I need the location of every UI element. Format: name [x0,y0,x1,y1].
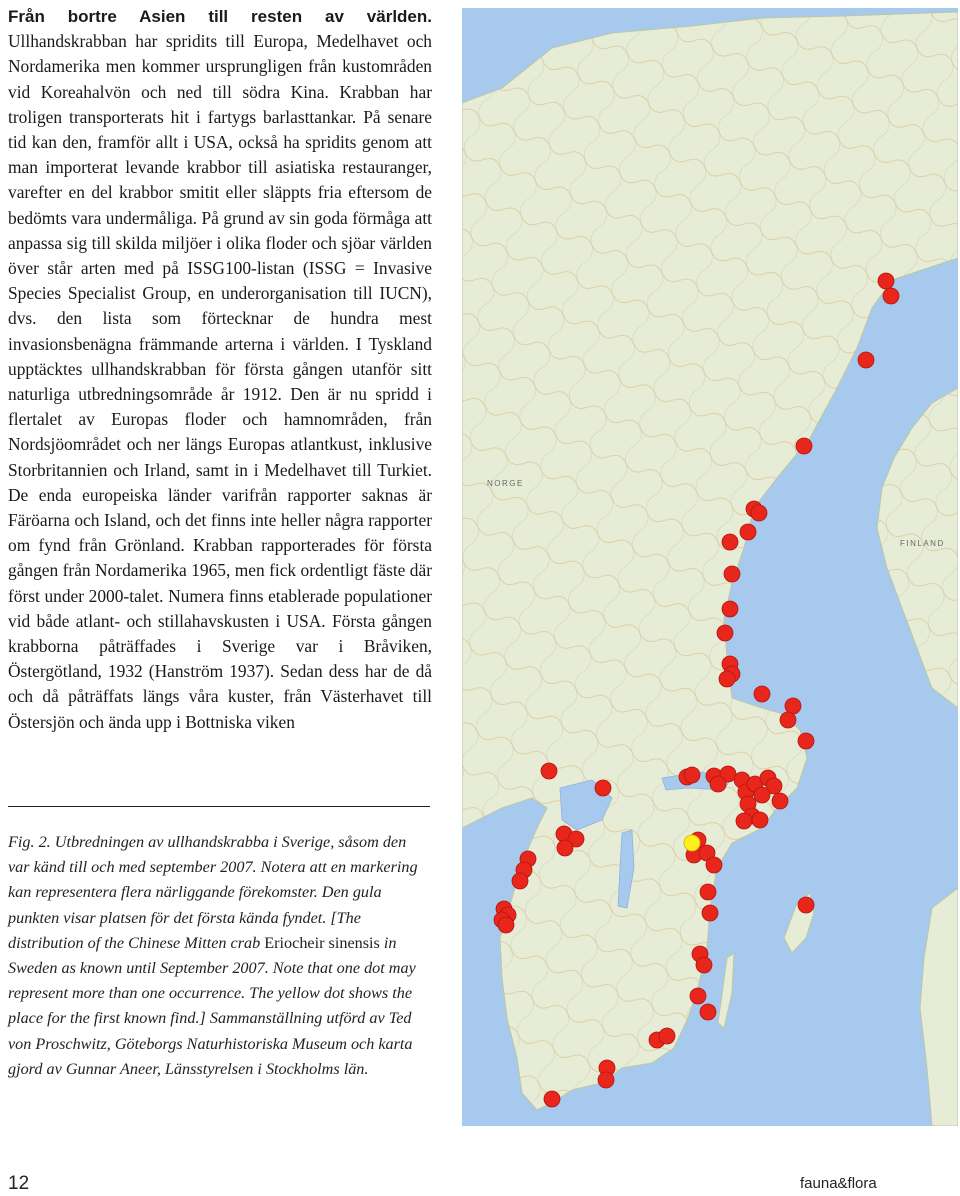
caption-species: Eriocheir sinensis [264,933,380,952]
map-svg [462,8,958,1126]
caption-divider [8,806,430,807]
occurrence-dot [754,787,770,803]
first-find-dot [684,835,700,851]
occurrence-dot [722,601,738,617]
occurrence-dot [595,780,611,796]
occurrence-dot [700,884,716,900]
brand-logo: fauna&flora [800,1175,877,1192]
occurrence-dot [717,625,733,641]
occurrence-dot [780,712,796,728]
occurrence-dot [722,534,738,550]
occurrence-dot [696,957,712,973]
occurrence-dot [498,917,514,933]
occurrence-dot [706,857,722,873]
article-body: Ullhandskrabban har spridits till Europa, Medelhavet och Nordamerika men kommer ursprungligen från kustområden vid Koreahalvön och ned till södra Kina. Krabban har troligen transporterats hit i fartygs barlasttankar. På senare tid kan den, framför allt i USA, också ha spridits genom att man importerat levande krabbor till asiatiska restauranger, varefter en del krabbor smitit eller släppts fria eftersom de bedömts vara undermåliga. På grund av sin goda förmåga att anpassa sig till skilda miljöer i olika floder och sjöar världen över står arten med på ISSG100-listan (ISSG = Invasive Species Specialist Group, en underorganisation till IUCN), dvs. den lista som förtecknar de hundra mest invasionsbenägna främmande arterna i världen. I Tyskland upptäcktes ullhandskrabban för första gången utanför sitt naturliga utbredningsområde år 1912. Den är nu spridd i flertalet av Europas floder och hamnområden, från Nordsjöområdet och ner längs Europas atlantkust, inklusive Storbritannien och Irland, samt in i Medelhavet till Turkiet. De enda europeiska länder varifrån rapporter saknas är Färöarna och Island, och det finns inte heller några rapporter om fynd från Grönland. Krabban rapporterades för första gången från Nordamerika 1965, men fick ordentligt fäste där först under 2000-talet. Numera finns etablerade populationer vid både atlant- och stillahavskusten i USA. Första gången krabborna påträffades i Sverige var i Bråviken, Östergötland, 1932 (Hanström 1937). Sedan dess har de då och då påträffats längs våra kuster, från Västerhavet till Östersjön och ända upp i Bottniska viken [8,31,432,732]
occurrence-dot [684,767,700,783]
occurrence-dot [751,505,767,521]
occurrence-dot [798,733,814,749]
caption-text-1: Fig. 2. Utbredningen av ullhandskrabba i Sverige, såsom den var känd till och med september 2007. Notera att en markering kan representera flera närliggande förekomster. Den gula punkten visar platsen för det första kända fyndet. [The distribution of the Chinese Mitten crab [8,833,418,952]
occurrence-dot [772,793,788,809]
occurrence-dot [557,840,573,856]
occurrence-dot [702,905,718,921]
occurrence-dot [544,1091,560,1107]
occurrence-dot [724,566,740,582]
article-text [8,4,432,735]
occurrence-dot [796,438,812,454]
occurrence-dot [785,698,801,714]
label-finland: FINLAND [900,539,945,548]
occurrence-dot [690,988,706,1004]
occurrence-dot [883,288,899,304]
occurrence-dot [798,897,814,913]
occurrence-dot [878,273,894,289]
label-norway: NORGE [487,479,524,488]
occurrence-dot [710,776,726,792]
occurrence-dot [754,686,770,702]
occurrence-dot [740,524,756,540]
figure-caption [8,830,428,1082]
article-lead: Från bortre Asien till resten av världen. [8,7,432,26]
occurrence-dot [736,813,752,829]
occurrence-dot [541,763,557,779]
occurrence-dot [719,671,735,687]
caption-text-2: in Sweden as known until September 2007. Note that one dot may represent more than one occurrence. The yellow dot shows the place for the first known find.] Sammanställning utförd av Ted von Proschwitz, Göteborgs Naturhistoriska Museum och karta gjord av Gunnar Aneer, Länsstyrelsen i Stockholms län. [8,933,416,1078]
page-number: 12 [8,1173,30,1194]
occurrence-dot [858,352,874,368]
occurrence-dot [512,873,528,889]
occurrence-dot [752,812,768,828]
distribution-map [462,8,958,1126]
occurrence-dot [700,1004,716,1020]
occurrence-dot [598,1072,614,1088]
occurrence-dot [659,1028,675,1044]
